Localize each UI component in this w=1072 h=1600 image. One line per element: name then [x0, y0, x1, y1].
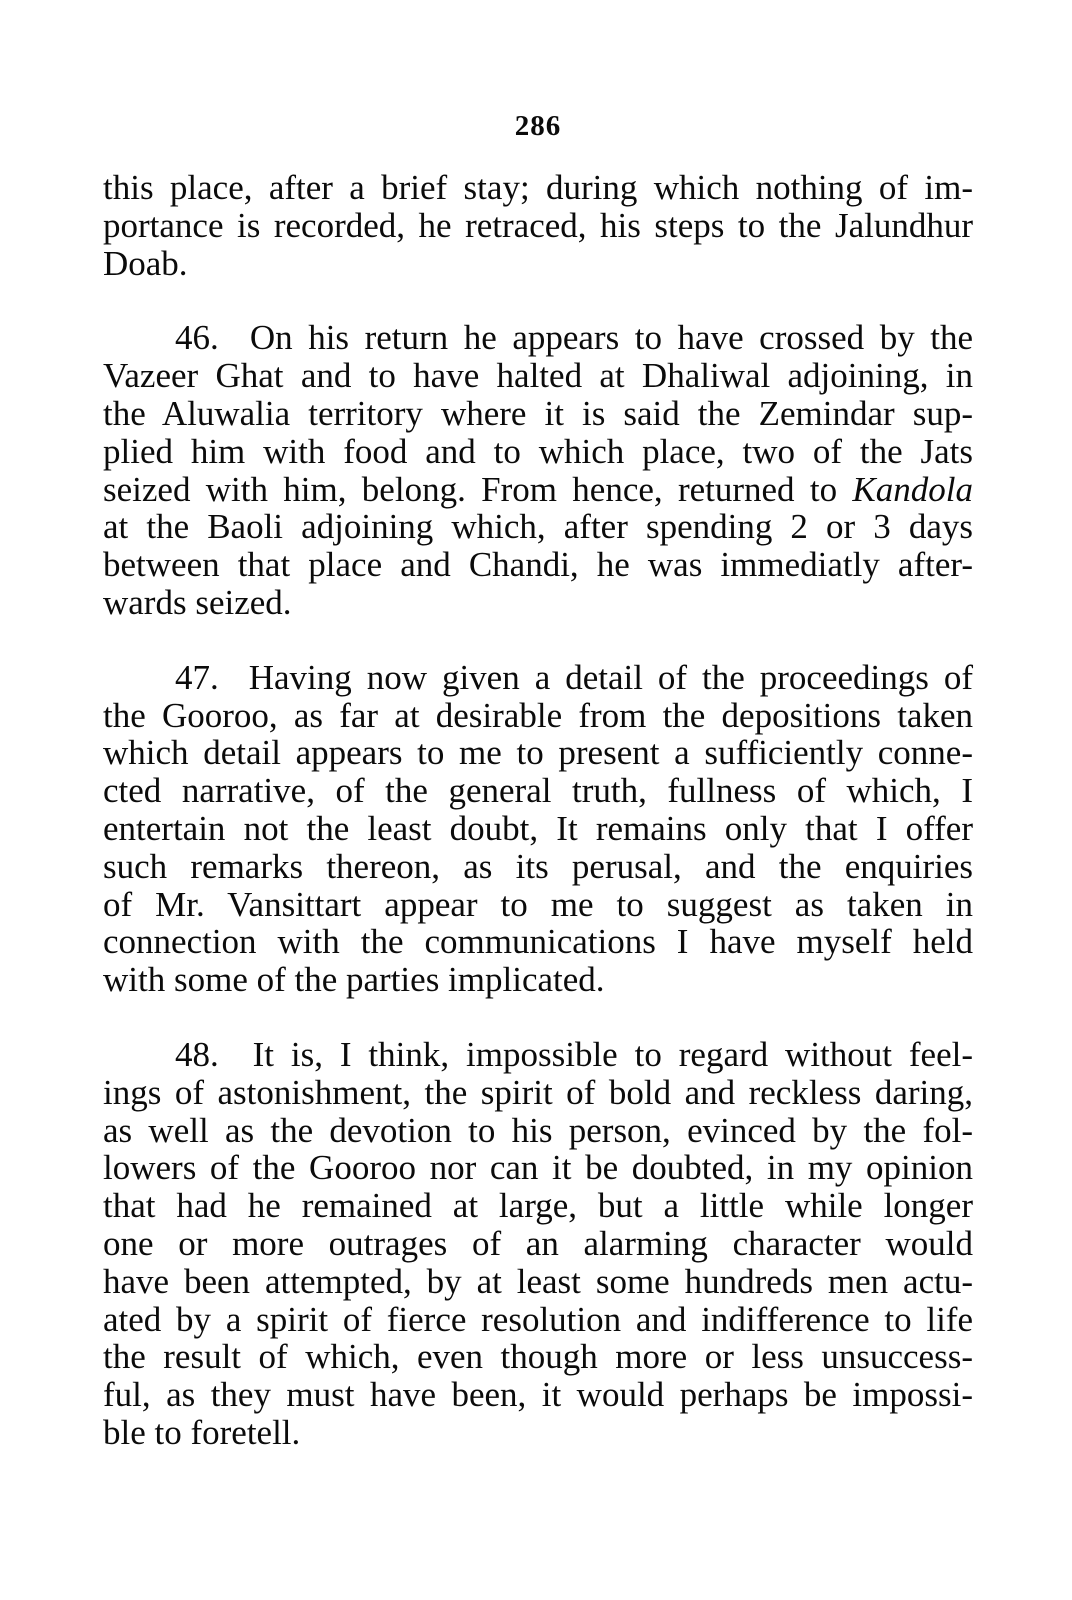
- text-line: Doab.: [103, 243, 188, 283]
- text-line: plied him with food and to which place, two of the Jats: [103, 431, 973, 471]
- paragraph-47: [103, 659, 973, 999]
- text-line: connection with the communications I have myself held: [103, 922, 973, 962]
- text-segment: On his return he appears to have crossed by the: [249, 318, 974, 358]
- text-line: which detail appears to me to present a sufficiently conne-: [103, 733, 973, 773]
- text-segment: Having now given a detail of the proceedings of: [248, 657, 973, 697]
- paragraph-number: 47.: [175, 657, 219, 697]
- text-line: lowers of the Gooroo nor can it be doubted, in my opinion: [103, 1148, 973, 1188]
- text-line: one or more outrages of an alarming character would: [103, 1223, 973, 1263]
- book-page: [103, 110, 973, 1452]
- text-line: the Gooroo, as far at desirable from the depositions taken: [103, 695, 973, 735]
- text-line: the result of which, even though more or less unsuccess-: [103, 1337, 973, 1377]
- paragraph-first-line: [103, 659, 973, 697]
- paragraph-number: 48.: [175, 1034, 219, 1074]
- text-line: ated by a spirit of fierce resolution and indifference to life: [103, 1299, 973, 1339]
- text-line: ble to foretell.: [103, 1412, 301, 1452]
- text-line: of Mr. Vansittart appear to me to suggest as taken in: [103, 884, 973, 924]
- text-line: Vazeer Ghat and to have halted at Dhaliwal adjoining, in: [103, 356, 973, 396]
- text-line: that had he remained at large, but a little while longer: [103, 1186, 973, 1226]
- text-line: with some of the parties implicated.: [103, 960, 605, 1000]
- paragraph-48: [103, 1036, 973, 1452]
- text-line: this place, after a brief stay; during which nothing of im-: [103, 168, 973, 207]
- text-line: ful, as they must have been, it would perhaps be impossi-: [103, 1375, 973, 1415]
- page-number: 286: [514, 110, 562, 142]
- text-line: portance is recorded, he retraced, his steps to the Jalundhur: [103, 205, 973, 245]
- text-line: entertain not the least doubt, It remains only that I offer: [103, 808, 973, 848]
- text-line: between that place and Chandi, he was immediatly after-: [103, 545, 973, 585]
- text-line: wards seized.: [103, 582, 292, 622]
- paragraph-first-line: [103, 319, 973, 357]
- text-line: as well as the devotion to his person, evinced by the fol-: [103, 1110, 973, 1150]
- text-line: cted narrative, of the general truth, fullness of which, I: [103, 771, 973, 811]
- text-line: such remarks thereon, as its perusal, and the enquiries: [103, 846, 973, 886]
- text-segment: seized with him, belong. From hence, returned to: [103, 469, 838, 509]
- paragraph-46: [103, 319, 973, 621]
- text-line: at the Baoli adjoining which, after spending 2 or 3 days: [103, 507, 973, 547]
- text-line: [103, 471, 973, 509]
- paragraph-number: 46.: [175, 318, 219, 358]
- text-line: the Aluwalia territory where it is said the Zemindar sup-: [103, 393, 973, 433]
- place-name-italic: Kandola: [852, 469, 973, 509]
- text-line: have been attempted, by at least some hundreds men actu-: [103, 1261, 973, 1301]
- paragraph-continuation: [103, 169, 973, 282]
- paragraph-first-line: [103, 1036, 973, 1074]
- text-line: ings of astonishment, the spirit of bold and reckless daring,: [103, 1072, 973, 1112]
- text-segment: It is, I think, impossible to regard without feel-: [252, 1034, 974, 1074]
